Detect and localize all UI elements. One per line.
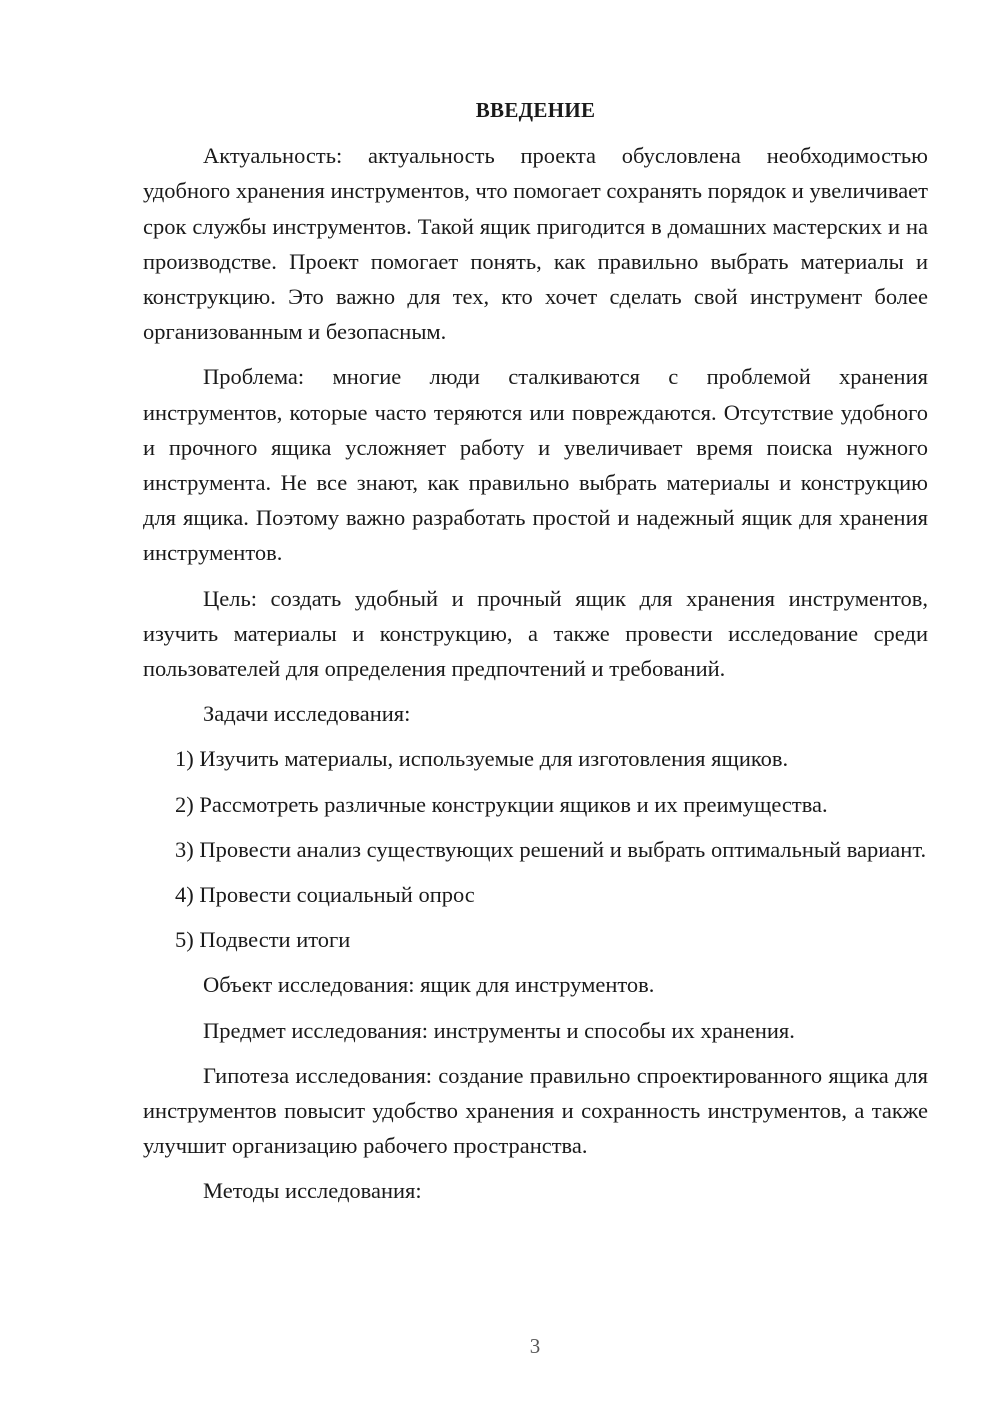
relevance-paragraph: Актуальность: актуальность проекта обусловлена необходимостью удобного хранения инструментов, что помогает сохранять порядок и увеличивает срок службы инструментов. Такой ящик пригодится в домашних мастерских и на производстве. Проект помогает понять, как правильно выбрать материалы и конструкцию. Это важно для тех, кто хочет сделать свой инструмент более организованным и безопасным. [143,143,928,345]
methods-heading: Методы исследования: [203,1178,422,1204]
page-content [143,93,928,1219]
task-item: 1) Изучить материалы, используемые для изготовления ящиков. [175,746,789,772]
hypothesis-paragraph: Гипотеза исследования: создание правильно спроектированного ящика для инструментов повысит удобство хранения и сохранность инструментов, а также улучшит организацию рабочего пространства. [143,1062,928,1159]
tasks-heading: Задачи исследования: [203,701,411,727]
tasks-list [143,741,928,957]
task-item: 2) Рассмотреть различные конструкции ящиков и их преимущества. [175,791,828,817]
object-paragraph: Объект исследования: ящик для инструментов. [203,972,655,998]
subject-paragraph: Предмет исследования: инструменты и способы их хранения. [203,1017,795,1043]
task-item: 4) Провести социальный опрос [175,882,475,908]
section-title: ВВЕДЕНИЕ [475,98,596,122]
task-item: 3) Провести анализ существующих решений и выбрать оптимальный вариант. [175,836,927,862]
task-item: 5) Подвести итоги [175,927,351,953]
goal-paragraph: Цель: создать удобный и прочный ящик для хранения инструментов, изучить материалы и конструкцию, а также провести исследование среди пользователей для определения предпочтений и требований. [143,585,928,682]
problem-paragraph: Проблема: многие люди сталкиваются с проблемой хранения инструментов, которые часто теряются или повреждаются. Отсутствие удобного и прочного ящика усложняет работу и увеличивает время поиска нужного инструмента. Не все знают, как правильно выбрать материалы и конструкцию для ящика. Поэтому важно разработать простой и надежный ящик для хранения инструментов. [143,364,928,566]
page-number: 3 [529,1334,541,1358]
